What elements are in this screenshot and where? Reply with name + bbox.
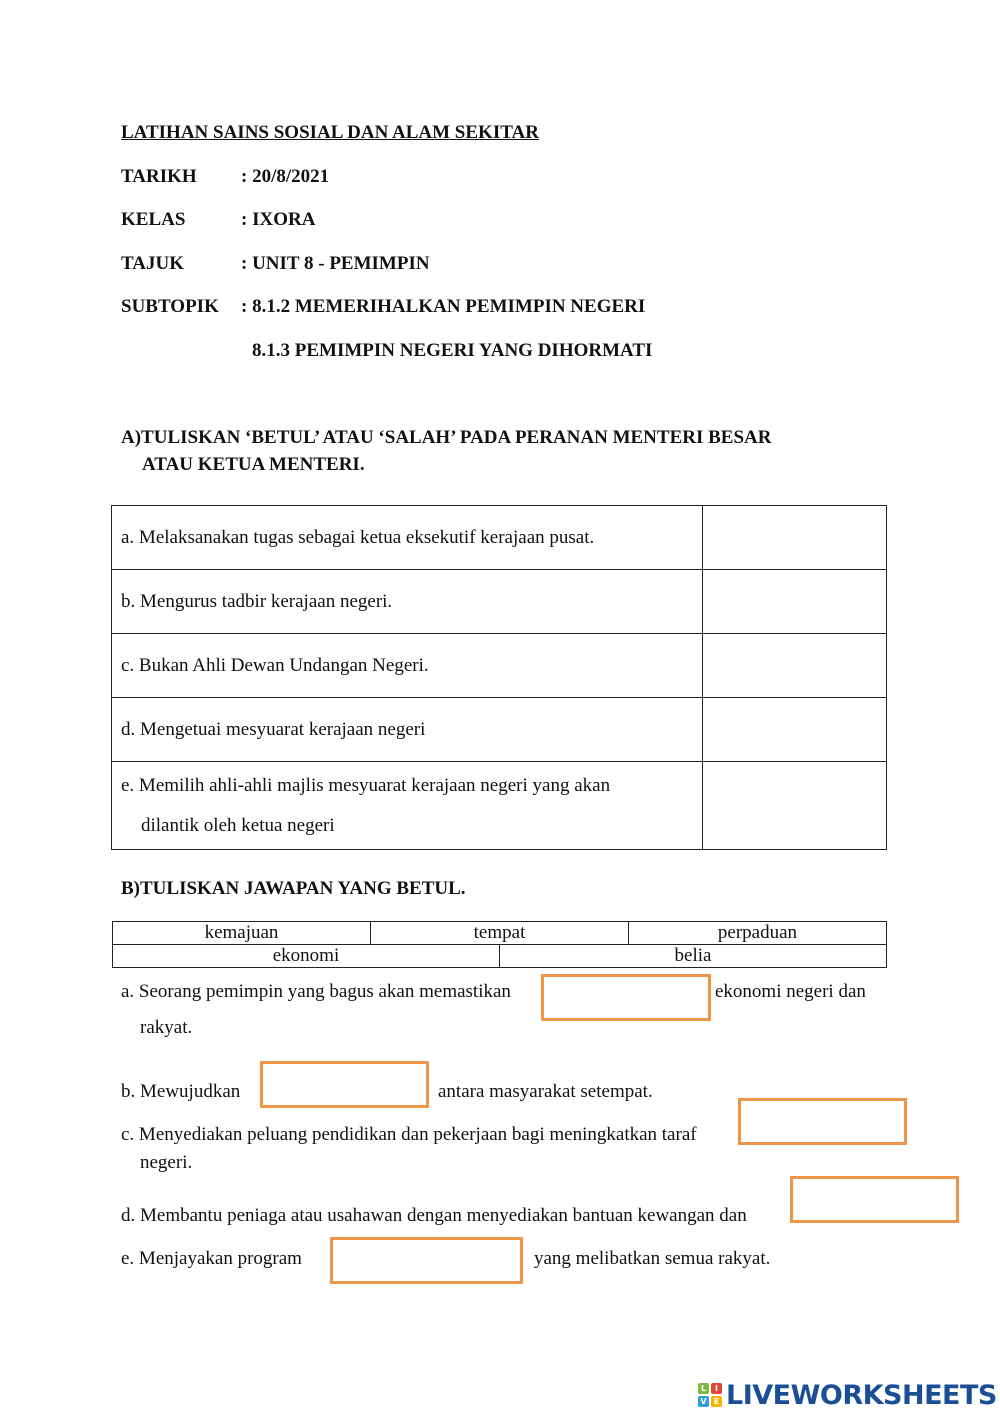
question-a-line2: rakyat. — [140, 1017, 193, 1038]
subtopic-label: SUBTOPIK — [121, 296, 219, 317]
question-b-text-after: antara masyarakat setempat. — [438, 1081, 653, 1102]
word-bank-row-2 — [112, 944, 887, 968]
topic-value: : UNIT 8 - PEMIMPIN — [241, 253, 430, 274]
answer-cell-a[interactable] — [703, 506, 887, 570]
answer-box-e[interactable] — [330, 1237, 523, 1284]
true-false-table — [111, 505, 887, 850]
answer-cell-e[interactable] — [703, 762, 887, 850]
word-perpaduan: perpaduan — [629, 922, 887, 945]
word-tempat: tempat — [371, 922, 629, 945]
statement-b: b. Mengurus tadbir kerajaan negeri. — [112, 570, 703, 634]
question-c-line2: negeri. — [140, 1152, 193, 1173]
answer-box-a[interactable] — [541, 974, 711, 1021]
section-a-title-line2: ATAU KETUA MENTERI. — [142, 454, 365, 475]
logo-letter-i: I — [711, 1383, 722, 1394]
question-a-text-after: ekonomi negeri dan — [715, 981, 866, 1002]
statement-a: a. Melaksanakan tugas sebagai ketua eksekutif kerajaan pusat. — [112, 506, 703, 570]
liveworksheets-logo — [698, 1378, 997, 1412]
word-ekonomi: ekonomi — [113, 945, 500, 968]
answer-cell-d[interactable] — [703, 698, 887, 762]
date-label: TARIKH — [121, 166, 197, 187]
question-c-text: c. Menyediakan peluang pendidikan dan pekerjaan bagi meningkatkan taraf — [121, 1124, 697, 1145]
table-row — [112, 634, 887, 698]
question-b-text: b. Mewujudkan — [121, 1081, 241, 1102]
table-row — [112, 570, 887, 634]
statement-e — [112, 762, 703, 850]
table-row — [112, 698, 887, 762]
class-label: KELAS — [121, 209, 186, 230]
answer-box-d[interactable] — [790, 1176, 959, 1223]
class-value: : IXORA — [241, 209, 316, 230]
logo-letter-v: V — [698, 1396, 709, 1407]
logo-letter-e: E — [711, 1396, 722, 1407]
subtopic-value-2: 8.1.3 PEMIMPIN NEGERI YANG DIHORMATI — [252, 340, 653, 361]
table-row — [112, 506, 887, 570]
date-value: : 20/8/2021 — [241, 166, 330, 187]
answer-box-c[interactable] — [738, 1098, 907, 1145]
statement-e-line1: e. Memilih ahli-ahli majlis mesyuarat kerajaan negeri yang akan — [121, 774, 611, 796]
question-e-text: e. Menjayakan program — [121, 1248, 302, 1269]
statement-e-line2: dilantik oleh ketua negeri — [141, 814, 335, 836]
section-a-title: A)TULISKAN ‘BETUL’ ATAU ‘SALAH’ PADA PERANAN MENTERI BESAR — [121, 427, 772, 448]
statement-c: c. Bukan Ahli Dewan Undangan Negeri. — [112, 634, 703, 698]
section-b-title: B)TULISKAN JAWAPAN YANG BETUL. — [121, 878, 466, 899]
word-bank-row-1 — [112, 921, 887, 945]
word-kemajuan: kemajuan — [113, 922, 371, 945]
answer-box-b[interactable] — [260, 1061, 429, 1108]
statement-d: d. Mengetuai mesyuarat kerajaan negeri — [112, 698, 703, 762]
answer-cell-b[interactable] — [703, 570, 887, 634]
logo-letter-l: L — [698, 1383, 709, 1394]
table-row — [112, 762, 887, 850]
answer-cell-c[interactable] — [703, 634, 887, 698]
question-d-text: d. Membantu peniaga atau usahawan dengan menyediakan bantuan kewangan dan — [121, 1205, 747, 1226]
logo-text: LIVEWORKSHEETS — [726, 1379, 997, 1411]
topic-label: TAJUK — [121, 253, 184, 274]
question-a-text: a. Seorang pemimpin yang bagus akan memastikan — [121, 981, 511, 1002]
subtopic-value: : 8.1.2 MEMERIHALKAN PEMIMPIN NEGERI — [241, 296, 646, 317]
word-belia: belia — [500, 945, 887, 968]
question-e-text-after: yang melibatkan semua rakyat. — [534, 1248, 771, 1269]
logo-mark-icon — [698, 1383, 722, 1407]
worksheet-title: LATIHAN SAINS SOSIAL DAN ALAM SEKITAR — [121, 122, 539, 143]
